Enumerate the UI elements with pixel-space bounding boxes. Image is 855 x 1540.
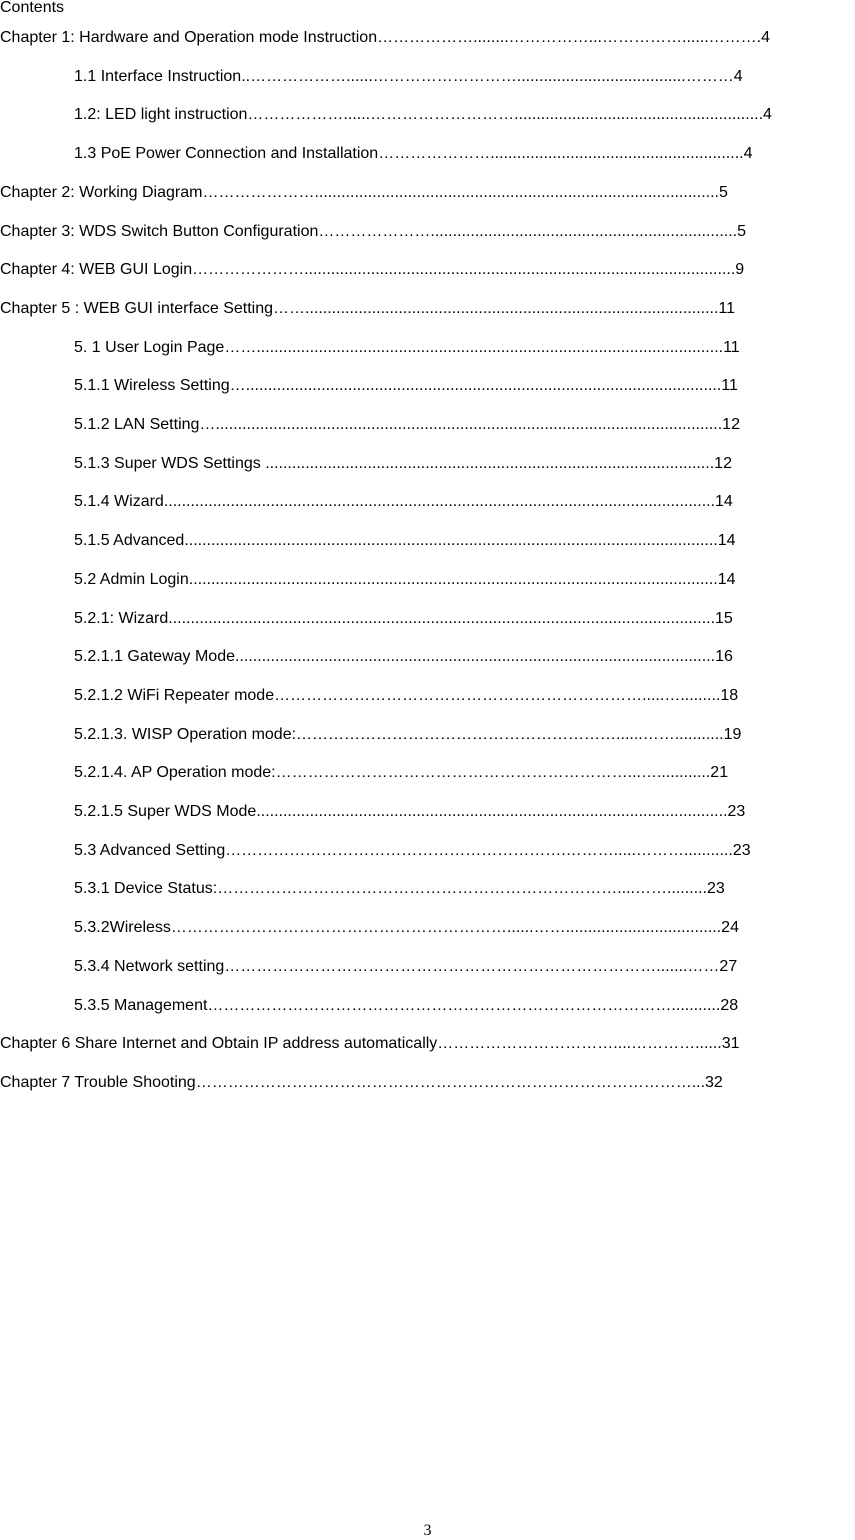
toc-entry-text: 5.2.1.5 Super WDS Mode..........................................................................................................23 xyxy=(74,803,746,820)
toc-entry-text: Chapter 3: WDS Switch Button Configuration………………….....................................................................5 xyxy=(0,222,746,240)
toc-entry-text: 5.2.1.3. WISP Operation mode:……………………………………………………......……...........19 xyxy=(74,725,742,743)
toc-entry[interactable] xyxy=(74,646,733,668)
toc-entry-text: Chapter 2: Working Diagram…………………...........................................................................................5 xyxy=(0,183,728,201)
toc-entry[interactable] xyxy=(74,453,732,475)
toc-entry[interactable] xyxy=(74,724,741,746)
toc-entry-text: Chapter 1: Hardware and Operation mode Instruction………………........……………...……………......……….4 xyxy=(0,29,771,46)
toc-entry-text: 5.3 Advanced Setting……………………………………………………….……….....………...........23 xyxy=(74,841,751,859)
toc-entry-text: Chapter 5 : WEB GUI interface Setting…….............................................................................................11 xyxy=(0,299,736,317)
page-number: 3 xyxy=(423,1522,432,1539)
toc-entry-text: 5.1.5 Advanced........................................................................................................................14 xyxy=(74,532,736,550)
toc-entry[interactable] xyxy=(0,221,746,243)
toc-entry[interactable] xyxy=(74,414,740,436)
toc-entry[interactable] xyxy=(74,491,733,513)
toc-entry[interactable] xyxy=(0,182,728,204)
toc-entry[interactable] xyxy=(74,840,751,862)
toc-entry-text: Chapter 6 Share Internet and Obtain IP address automatically……………………………....…………......31 xyxy=(0,1035,740,1053)
toc-entry[interactable] xyxy=(74,685,738,707)
toc-entry-text: 5.2.1.2 WiFi Repeater mode…………………………………………………………….....….........18 xyxy=(74,686,739,704)
toc-entry[interactable] xyxy=(0,1072,723,1094)
toc-entry[interactable] xyxy=(74,878,725,900)
toc-entry[interactable] xyxy=(74,762,728,784)
toc-entry-text: 5.3.4 Network setting……………………………………………………………………….......……27 xyxy=(74,957,738,975)
toc-entry[interactable] xyxy=(74,956,737,978)
toc-entry-text: 5.3.1 Device Status:…………………………………………………………………....…….........23 xyxy=(74,880,725,898)
toc-entry-text: 1.3 PoE Power Connection and Installation………………….........................................................4 xyxy=(74,145,753,163)
toc-entry[interactable] xyxy=(0,27,770,49)
toc-entry-text: 5.1.2 LAN Setting…..................................................................................................................12 xyxy=(74,416,740,433)
toc-entry-text: 5.2.1.1 Gateway Mode............................................................................................................16 xyxy=(74,648,733,666)
toc-entry-text: 5.2 Admin Login.......................................................................................................................14 xyxy=(74,570,736,588)
toc-entry-text: 5.1.1 Wireless Setting…...........................................................................................................11 xyxy=(74,377,738,395)
toc-entry[interactable] xyxy=(74,375,738,397)
toc-entry-text: Chapter 7 Trouble Shooting…………………………………………………………………………………...32 xyxy=(0,1073,723,1091)
toc-entry-text: 1.1 Interface Instruction..………………......………………………......................................………4 xyxy=(74,67,743,85)
toc-entry[interactable] xyxy=(74,801,745,823)
toc-entry[interactable] xyxy=(0,259,744,281)
toc-entry[interactable] xyxy=(74,143,752,165)
toc-entry[interactable] xyxy=(74,569,736,591)
toc-entry-text: 5.3.2Wireless………………………………………………………......……...................................24 xyxy=(74,919,739,937)
toc-entry-text: 1.2: LED light instruction………………......………………………........................................................4 xyxy=(74,106,772,124)
toc-entry-text: 5.2.1.4. AP Operation mode:…………………………………………………………...…............21 xyxy=(74,764,729,782)
toc-entry[interactable] xyxy=(74,995,738,1017)
toc-entry[interactable] xyxy=(74,608,733,630)
toc-entry[interactable] xyxy=(74,337,740,359)
toc-entry[interactable] xyxy=(74,66,743,88)
toc-entry[interactable] xyxy=(74,104,772,126)
toc-entry-text: Chapter 4: WEB GUI Login………………….................................................................................................9 xyxy=(0,261,745,279)
toc-heading: Contents xyxy=(0,0,65,16)
toc-entry-text: 5.2.1: Wizard...........................................................................................................................15 xyxy=(74,609,733,627)
toc-entry[interactable] xyxy=(0,1033,740,1055)
toc-entry[interactable] xyxy=(0,298,735,320)
toc-entry-text: 5. 1 User Login Page…….........................................................................................................11 xyxy=(74,338,740,356)
toc-entry-text: 5.1.3 Super WDS Settings .....................................................................................................12 xyxy=(74,454,732,472)
toc-entry[interactable] xyxy=(74,917,739,939)
toc-entry-text: 5.3.5 Management……………………………………………………………………………...........28 xyxy=(74,996,739,1014)
toc-entry[interactable] xyxy=(74,530,736,552)
toc-entry-text: 5.1.4 Wizard............................................................................................................................14 xyxy=(74,493,733,511)
